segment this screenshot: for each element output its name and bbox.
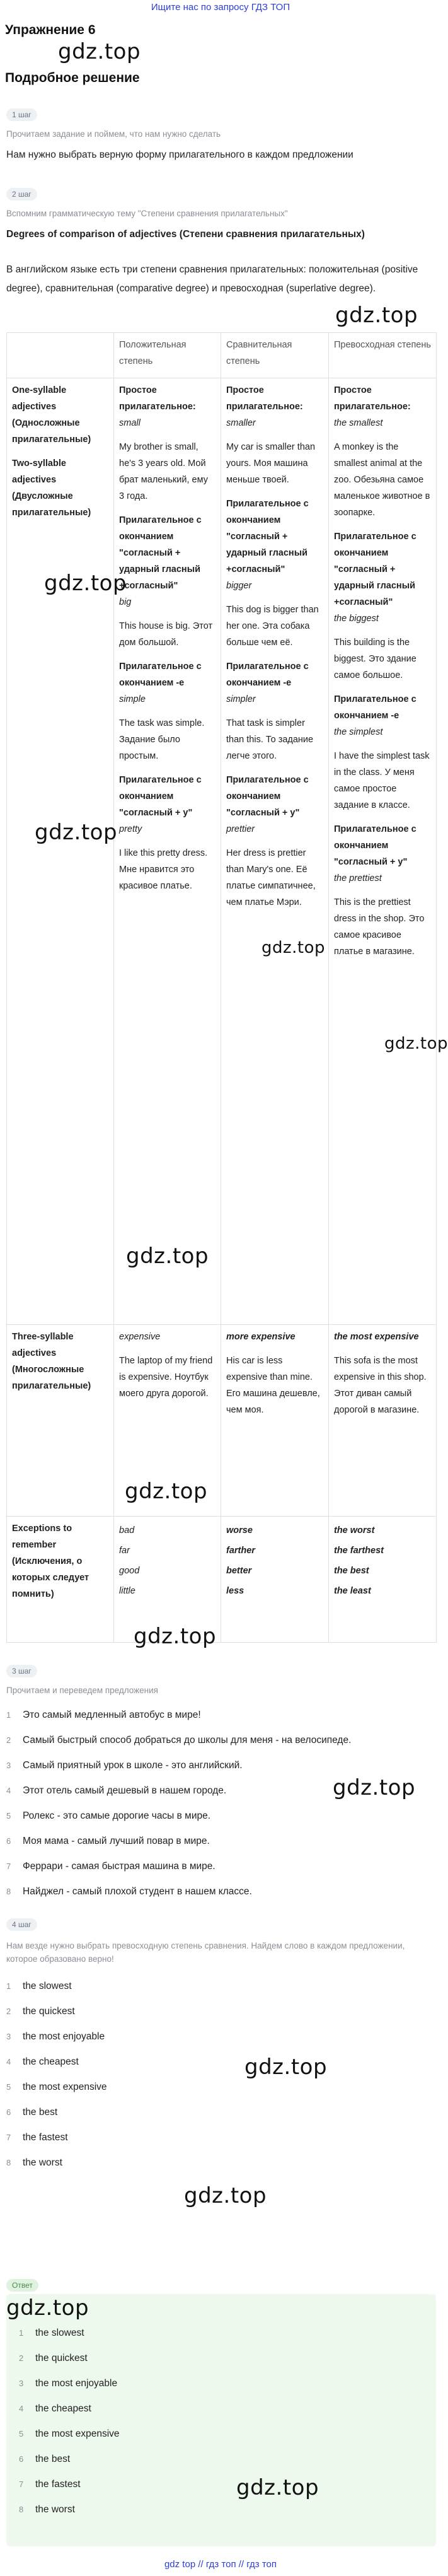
example-text: My brother is small, he's 3 years old. Мой брат маленький, ему 3 года. xyxy=(119,442,208,501)
adjective-form: bigger xyxy=(226,581,252,591)
watermark: gdz.top xyxy=(244,2054,328,2080)
list-item-text: the cheapest xyxy=(23,2056,79,2067)
watermark: gdz.top xyxy=(236,2475,319,2500)
step-note: Вспомним грамматическую тему "Степени сравнения прилагательных" xyxy=(6,209,288,218)
watermark: gdz.top xyxy=(125,1479,208,1504)
adjective-form: farther xyxy=(226,1546,255,1556)
list-item-text: Этот отель самый дешевый в нашем городе. xyxy=(23,1785,227,1796)
list-item: 6 the best xyxy=(6,2107,58,2118)
table-header: Сравнительная степень xyxy=(221,333,329,378)
row-label: Exceptions to remember xyxy=(12,1524,72,1550)
adjective-form: the best xyxy=(334,1566,369,1576)
example-text: Her dress is prettier than Mary's one. Её платье симпатичнее, чем платье Мэри. xyxy=(226,848,316,907)
example-text: My car is smaller than yours. Моя машина меньше твоей. xyxy=(226,442,316,485)
list-item-text: the most enjoyable xyxy=(35,2378,118,2389)
adjective-form: small xyxy=(119,418,141,428)
step-badge: 2 шаг xyxy=(6,188,37,201)
table-cell xyxy=(7,333,114,378)
list-item-text: Самый приятный урок в школе - это английский. xyxy=(23,1760,243,1771)
row-label-ru: (Исключения, о которых следует помнить) xyxy=(12,1556,89,1599)
list-item: 8 the worst xyxy=(6,2157,62,2168)
adjective-form: pretty xyxy=(119,824,142,834)
list-item: 7 Феррари - самая быстрая машина в мире. xyxy=(6,1861,215,1872)
list-item-text: Моя мама - самый лучший повар в мире. xyxy=(23,1836,210,1846)
list-item-text: the most expensive xyxy=(35,2428,120,2439)
list-item: 1 the slowest xyxy=(6,1981,72,1991)
step-note: Прочитаем задание и поймем, что нам нужно сделать xyxy=(6,129,221,139)
example-text: His car is less expensive than mine. Его машина дешевле, чем моя. xyxy=(226,1356,320,1415)
step-badge: 3 шаг xyxy=(6,1665,37,1677)
list-item-text: Самый быстрый способ добраться до школы для меня - на велосипеде. xyxy=(23,1735,352,1746)
rule-text: Прилагательное с окончанием "согласный + ударный гласный +согласный" xyxy=(119,515,202,591)
step-note: Нам везде нужно выбрать превосходную степень сравнения. Найдем слово в каждом предложении, которое образовано верно! xyxy=(6,1941,405,1964)
table-header-row xyxy=(7,333,437,378)
adjective-form: less xyxy=(226,1586,244,1596)
list-item-text: the slowest xyxy=(23,1981,72,1991)
list-item-text: Найджел - самый плохой студент в нашем классе. xyxy=(23,1886,252,1897)
list-item-text: the slowest xyxy=(35,2328,84,2338)
rule-text: Простое прилагательное: xyxy=(334,385,411,412)
example-text: That task is simpler than this. То задание легче этого. xyxy=(226,718,314,761)
step-text: Нам нужно выбрать верную форму прилагательного в каждом предложении xyxy=(6,149,353,160)
watermark: gdz.top xyxy=(261,938,326,957)
section-subtitle: Подробное решение xyxy=(5,71,140,85)
watermark: gdz.top xyxy=(35,820,118,845)
list-item-text: the fastest xyxy=(23,2132,68,2143)
list-item-text: the fastest xyxy=(35,2479,81,2490)
list-item: 6 Моя мама - самый лучший повар в мире. xyxy=(6,1836,210,1846)
list-item: 8 the worst xyxy=(19,2504,75,2515)
rule-text: Прилагательное с окончанием "согласный + y" xyxy=(226,775,309,818)
example-text: This is the prettiest dress in the shop. Это самое красивое платье в магазине. xyxy=(334,897,425,957)
list-item-text: Феррари - самая быстрая машина в мире. xyxy=(23,1861,215,1872)
list-item-text: the worst xyxy=(23,2157,62,2168)
rule-text: Прилагательное с окончанием "согласный + ударный гласный +согласный" xyxy=(334,532,416,607)
example-text: This sofa is the most expensive in this shop. Этот диван самый дорогой в магазине. xyxy=(334,1356,427,1415)
list-item: 2 the quickest xyxy=(6,2006,75,2017)
example-text: I like this pretty dress. Мне нравится это красивое платье. xyxy=(119,848,208,891)
adjective-form: little xyxy=(119,1586,135,1596)
watermark: gdz.top xyxy=(6,2295,89,2321)
rule-text: Прилагательное с окончанием -e xyxy=(334,694,416,721)
watermark: gdz.top xyxy=(126,1244,209,1269)
table-row-header xyxy=(7,1517,114,1643)
table-cell xyxy=(329,378,437,1325)
row-label: One-syllable adjectives xyxy=(12,385,67,412)
list-item: 7 the fastest xyxy=(6,2132,68,2143)
adjective-form: big xyxy=(119,597,132,607)
watermark: gdz.top xyxy=(384,1034,448,1053)
list-item-text: the quickest xyxy=(35,2353,88,2363)
list-item: 8 Найджел - самый плохой студент в нашем классе. xyxy=(6,1886,252,1897)
example-text: This house is big. Этот дом большой. xyxy=(119,621,213,648)
adjective-form: simple xyxy=(119,694,146,704)
adjective-form: the prettiest xyxy=(334,873,382,883)
watermark: gdz.top xyxy=(44,571,127,596)
adjective-form: the least xyxy=(334,1586,371,1596)
list-item: 4 the cheapest xyxy=(6,2056,79,2067)
adjective-form: expensive xyxy=(119,1332,161,1342)
list-item: 5 Ролекс - это самые дорогие часы в мире. xyxy=(6,1810,211,1821)
list-item: 4 Этот отель самый дешевый в нашем городе. xyxy=(6,1785,227,1796)
page-title: Упражнение 6 xyxy=(5,23,96,37)
adjective-form: far xyxy=(119,1546,130,1556)
table-header: Положительная степень xyxy=(114,333,221,378)
comparison-table xyxy=(6,332,437,1643)
example-text: A monkey is the smallest animal at the zoo. Обезьяна самое маленькое животное в зоопарке. xyxy=(334,442,430,518)
list-item: 3 the most enjoyable xyxy=(19,2378,118,2389)
list-item-text: the quickest xyxy=(23,2006,75,2017)
row-label-ru: (Односложные прилагательные) xyxy=(12,418,91,445)
adjective-form: simpler xyxy=(226,694,256,704)
list-item-text: the best xyxy=(23,2107,58,2118)
watermark: gdz.top xyxy=(58,39,141,64)
watermark: gdz.top xyxy=(134,1624,217,1649)
table-row xyxy=(7,378,437,1325)
rule-text: Простое прилагательное: xyxy=(119,385,196,412)
top-promo-link[interactable]: Ищите нас по запросу ГДЗ ТОП xyxy=(151,2,290,13)
step-note: Прочитаем и переведем предложения xyxy=(6,1686,158,1695)
adjective-form: worse xyxy=(226,1525,253,1536)
table-cell xyxy=(221,378,329,1325)
watermark: gdz.top xyxy=(335,303,418,328)
list-item: 3 Самый приятный урок в школе - это английский. xyxy=(6,1760,243,1771)
table-row xyxy=(7,1325,437,1517)
rule-text: Простое прилагательное: xyxy=(226,385,303,412)
row-label: Three-syllable adjectives xyxy=(12,1332,74,1358)
table-cell xyxy=(221,1517,329,1643)
rule-text: Прилагательное с окончанием "согласный + y" xyxy=(334,824,416,867)
adjective-form: the most expensive xyxy=(334,1332,419,1342)
table-cell xyxy=(329,1517,437,1643)
translation-list xyxy=(6,1703,435,1904)
footer-links[interactable]: gdz top // гдз топ // гдз топ xyxy=(164,2559,277,2570)
list-item-text: the worst xyxy=(35,2504,75,2515)
watermark: gdz.top xyxy=(333,1775,416,1800)
table-row-header xyxy=(7,378,114,1325)
list-item-text: the most enjoyable xyxy=(23,2031,105,2042)
step-badge: 1 шаг xyxy=(6,108,37,121)
list-item: 5 the most expensive xyxy=(19,2428,120,2439)
list-item: 7 the fastest xyxy=(19,2479,81,2490)
adjective-form: the simplest xyxy=(334,727,383,737)
table-row-header xyxy=(7,1325,114,1517)
list-item-text: Это самый медленный автобус в мире! xyxy=(23,1710,201,1720)
rule-text: Прилагательное с окончанием "согласный + y" xyxy=(119,775,202,818)
choice-list xyxy=(6,1974,435,2176)
table-cell xyxy=(114,378,221,1325)
answer-badge: Ответ xyxy=(6,2279,38,2292)
list-item: 2 the quickest xyxy=(19,2353,88,2363)
list-item: 6 the best xyxy=(19,2454,71,2464)
list-item: 2 Самый быстрый способ добраться до школы для меня - на велосипеде. xyxy=(6,1735,352,1746)
rule-text: Прилагательное с окончанием -e xyxy=(119,661,202,688)
rule-text: Прилагательное с окончанием -e xyxy=(226,661,309,688)
list-item-text: Ролекс - это самые дорогие часы в мире. xyxy=(23,1810,211,1821)
grammar-intro: В английском языке есть три степени сравнения прилагательных: положительная (positive degree), сравнительная (comparative degree) и превосходная (superlative degree). xyxy=(6,264,418,294)
adjective-form: bad xyxy=(119,1525,135,1536)
table-cell xyxy=(329,1325,437,1517)
table-header: Превосходная степень xyxy=(329,333,437,378)
example-text: I have the simplest task in the class. У меня самое простое задание в классе. xyxy=(334,751,430,810)
step-badge: 4 шаг xyxy=(6,1918,37,1931)
list-item: 5 the most expensive xyxy=(6,2082,107,2092)
example-text: The task was simple. Задание было простым. xyxy=(119,718,205,761)
row-label-ru: (Многосложные прилагательные) xyxy=(12,1365,91,1391)
adjective-form: the smallest xyxy=(334,418,383,428)
row-label: Two-syllable adjectives xyxy=(12,458,66,485)
list-item: 1 the slowest xyxy=(19,2328,84,2338)
example-text: This building is the biggest. Это здание самое большое. xyxy=(334,638,416,680)
answer-list xyxy=(19,2321,428,2522)
adjective-form: the worst xyxy=(334,1525,375,1536)
adjective-form: better xyxy=(226,1566,252,1576)
list-item: 4 the cheapest xyxy=(19,2403,91,2414)
adjective-form: smaller xyxy=(226,418,256,428)
adjective-form: the farthest xyxy=(334,1546,384,1556)
example-text: The laptop of my friend is expensive. Ноутбук моего друга дорогой. xyxy=(119,1356,213,1399)
example-text: This dog is bigger than her one. Эта собака больше чем её. xyxy=(226,605,319,648)
table-cell xyxy=(221,1325,329,1517)
grammar-heading: Degrees of comparison of adjectives (Степени сравнения прилагательных) xyxy=(6,229,365,240)
watermark: gdz.top xyxy=(184,2183,267,2208)
list-item-text: the most expensive xyxy=(23,2082,107,2092)
row-label-ru: (Двусложные прилагательные) xyxy=(12,491,91,518)
table-row xyxy=(7,1517,437,1643)
adjective-form: the biggest xyxy=(334,614,379,624)
list-item-text: the cheapest xyxy=(35,2403,91,2414)
rule-text: Прилагательное с окончанием "согласный + ударный гласный +согласный" xyxy=(226,499,309,574)
adjective-form: more expensive xyxy=(226,1332,296,1342)
list-item-text: the best xyxy=(35,2454,71,2464)
list-item: 1 Это самый медленный автобус в мире! xyxy=(6,1710,201,1720)
adjective-form: prettier xyxy=(226,824,255,834)
adjective-form: good xyxy=(119,1566,140,1576)
list-item: 3 the most enjoyable xyxy=(6,2031,105,2042)
